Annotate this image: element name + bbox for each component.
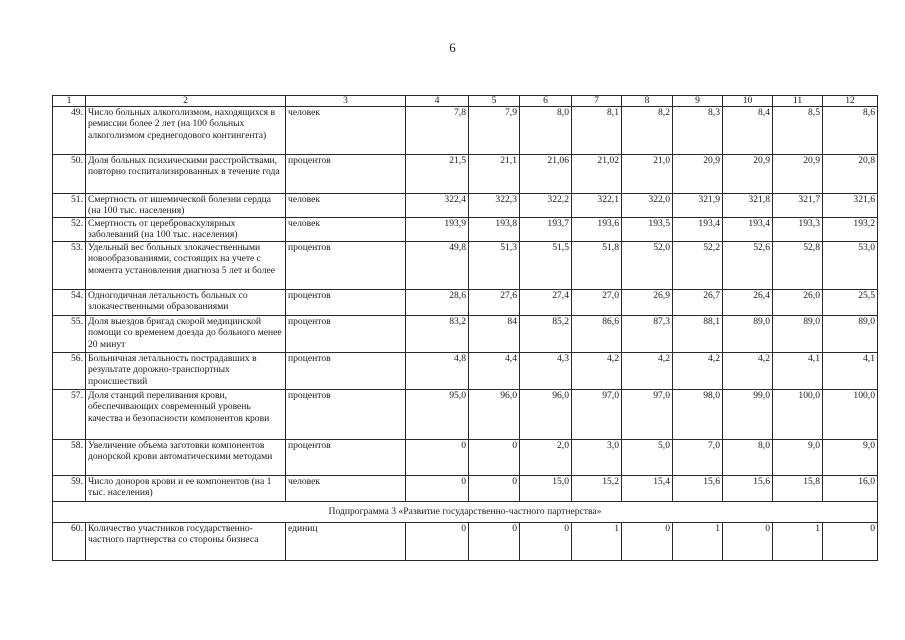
value-cell: 52,8 [773,241,823,289]
unit-cell: единиц [286,522,406,560]
value-cell: 8,1 [572,107,622,155]
value-cell: 1 [673,522,723,560]
value-cell: 52,6 [723,241,773,289]
table-row [53,522,878,560]
value-cell: 20,9 [673,155,723,194]
value-cell: 27,0 [572,289,622,315]
column-number: 2 [86,96,286,107]
value-cell: 4,2 [723,352,773,389]
value-cell: 89,0 [723,315,773,352]
value-cell: 100,0 [823,389,878,439]
value-cell: 9,0 [823,439,878,475]
value-cell: 0 [406,522,469,560]
column-number: 10 [723,96,773,107]
value-cell: 97,0 [622,389,673,439]
table-row [53,289,878,315]
table-row [53,107,878,155]
value-cell: 21,5 [406,155,469,194]
value-cell: 4,8 [406,352,469,389]
value-cell: 21,1 [469,155,520,194]
column-number: 3 [286,96,406,107]
indicator-name: Увеличение объема заготовки компонентов донорской крови автоматическими методами [86,439,286,475]
value-cell: 21,0 [622,155,673,194]
value-cell: 25,5 [823,289,878,315]
indicator-name: Смертность от ишемической болезни сердца (на 100 тыс. населения) [86,194,286,218]
column-number: 8 [622,96,673,107]
value-cell: 15,4 [622,475,673,501]
value-cell: 2,0 [520,439,572,475]
table-row [53,389,878,439]
row-number: 50. [53,155,86,194]
unit-cell: процентов [286,315,406,352]
value-cell: 322,3 [469,194,520,218]
column-number: 5 [469,96,520,107]
row-number: 53. [53,241,86,289]
table-row [53,155,878,194]
value-cell: 87,3 [622,315,673,352]
value-cell: 3,0 [572,439,622,475]
value-cell: 15,2 [572,475,622,501]
value-cell: 322,4 [406,194,469,218]
column-number: 12 [823,96,878,107]
value-cell: 16,0 [823,475,878,501]
value-cell: 8,0 [723,439,773,475]
value-cell: 193,3 [773,217,823,241]
table-row [53,352,878,389]
value-cell: 0 [823,522,878,560]
indicator-name: Доля выездов бригад скорой медицинской помощи со временем доезда до больного менее 20 минут [86,315,286,352]
value-cell: 321,8 [723,194,773,218]
value-cell: 4,3 [520,352,572,389]
indicator-name: Смертность от цереброваскулярных заболеваний (на 100 тыс. населения) [86,217,286,241]
value-cell: 7,8 [406,107,469,155]
value-cell: 51,8 [572,241,622,289]
column-number: 1 [53,96,86,107]
value-cell: 4,1 [823,352,878,389]
value-cell: 193,8 [469,217,520,241]
value-cell: 193,2 [823,217,878,241]
column-number: 4 [406,96,469,107]
column-number: 11 [773,96,823,107]
unit-cell: человек [286,475,406,501]
value-cell: 89,0 [773,315,823,352]
value-cell: 27,4 [520,289,572,315]
value-cell: 99,0 [723,389,773,439]
table-row [53,217,878,241]
value-cell: 20,9 [723,155,773,194]
row-number: 56. [53,352,86,389]
value-cell: 7,0 [673,439,723,475]
indicator-name: Доля больных психическими расстройствами, повторно госпитализированных в течение года [86,155,286,194]
indicator-name: Число доноров крови и ее компонентов (на 1 тыс. населения) [86,475,286,501]
value-cell: 8,5 [773,107,823,155]
value-cell: 0 [469,522,520,560]
value-cell: 96,0 [520,389,572,439]
indicator-table [52,95,878,561]
value-cell: 51,5 [520,241,572,289]
value-cell: 0 [723,522,773,560]
value-cell: 98,0 [673,389,723,439]
row-number: 59. [53,475,86,501]
column-number: 9 [673,96,723,107]
value-cell: 0 [520,522,572,560]
section-title: Подпрограмма 3 «Развитие государственно-частного партнерства» [53,501,878,522]
unit-cell: процентов [286,389,406,439]
row-number: 57. [53,389,86,439]
value-cell: 96,0 [469,389,520,439]
value-cell: 97,0 [572,389,622,439]
value-cell: 193,9 [406,217,469,241]
row-number: 55. [53,315,86,352]
value-cell: 322,1 [572,194,622,218]
value-cell: 83,2 [406,315,469,352]
unit-cell: процентов [286,289,406,315]
value-cell: 193,4 [723,217,773,241]
value-cell: 7,9 [469,107,520,155]
value-cell: 8,3 [673,107,723,155]
value-cell: 52,0 [622,241,673,289]
value-cell: 5,0 [622,439,673,475]
row-number: 54. [53,289,86,315]
value-cell: 21,06 [520,155,572,194]
value-cell: 193,5 [622,217,673,241]
value-cell: 26,7 [673,289,723,315]
value-cell: 53,0 [823,241,878,289]
value-cell: 321,6 [823,194,878,218]
table-row [53,194,878,218]
indicator-name: Доля станций переливания крови, обеспечивающих современный уровень качества и безопасности компонентов крови [86,389,286,439]
value-cell: 49,8 [406,241,469,289]
page-number: 6 [449,40,456,55]
indicator-name: Количество участников государственно-частного партнерства со стороны бизнеса [86,522,286,560]
value-cell: 21,02 [572,155,622,194]
value-cell: 89,0 [823,315,878,352]
unit-cell: человек [286,107,406,155]
unit-cell: человек [286,217,406,241]
indicator-name: Число больных алкоголизмом, находящихся в ремиссии более 2 лет (на 100 больных алкоголизмом среднегодового контингента) [86,107,286,155]
value-cell: 15,8 [773,475,823,501]
value-cell: 0 [469,475,520,501]
value-cell: 15,0 [520,475,572,501]
indicator-name: Больничная летальность пострадавших в результате дорожно-транспортных происшествий [86,352,286,389]
unit-cell: процентов [286,352,406,389]
value-cell: 322,0 [622,194,673,218]
value-cell: 4,2 [572,352,622,389]
unit-cell: процентов [286,155,406,194]
table-row [53,439,878,475]
value-cell: 4,1 [773,352,823,389]
value-cell: 88,1 [673,315,723,352]
value-cell: 0 [622,522,673,560]
table-row [53,315,878,352]
value-cell: 1 [773,522,823,560]
section-row [53,501,878,522]
value-cell: 0 [406,439,469,475]
value-cell: 193,6 [572,217,622,241]
value-cell: 193,4 [673,217,723,241]
value-cell: 20,9 [773,155,823,194]
row-number: 58. [53,439,86,475]
row-number: 51. [53,194,86,218]
row-number: 60. [53,522,86,560]
unit-cell: процентов [286,439,406,475]
column-number: 7 [572,96,622,107]
indicator-name: Одногодичная летальность больных со злокачественными образованиями [86,289,286,315]
table-row [53,475,878,501]
value-cell: 52,2 [673,241,723,289]
value-cell: 26,0 [773,289,823,315]
value-cell: 0 [406,475,469,501]
value-cell: 26,9 [622,289,673,315]
value-cell: 26,4 [723,289,773,315]
value-cell: 8,4 [723,107,773,155]
value-cell: 193,7 [520,217,572,241]
indicator-name: Удельный вес больных злокачественными новообразованиями, состоящих на учете с момента установления диагноза 5 лет и более [86,241,286,289]
column-number: 6 [520,96,572,107]
value-cell: 15,6 [723,475,773,501]
value-cell: 15,6 [673,475,723,501]
value-cell: 85,2 [520,315,572,352]
table-row [53,241,878,289]
value-cell: 95,0 [406,389,469,439]
unit-cell: процентов [286,241,406,289]
column-number-row [53,96,878,107]
value-cell: 8,0 [520,107,572,155]
row-number: 49. [53,107,86,155]
value-cell: 4,2 [673,352,723,389]
value-cell: 84 [469,315,520,352]
value-cell: 321,9 [673,194,723,218]
value-cell: 0 [469,439,520,475]
unit-cell: человек [286,194,406,218]
value-cell: 9,0 [773,439,823,475]
value-cell: 322,2 [520,194,572,218]
value-cell: 27,6 [469,289,520,315]
value-cell: 28,6 [406,289,469,315]
row-number: 52. [53,217,86,241]
value-cell: 20,8 [823,155,878,194]
value-cell: 8,6 [823,107,878,155]
value-cell: 86,6 [572,315,622,352]
value-cell: 4,2 [622,352,673,389]
value-cell: 321,7 [773,194,823,218]
value-cell: 1 [572,522,622,560]
value-cell: 8,2 [622,107,673,155]
value-cell: 4,4 [469,352,520,389]
value-cell: 51,3 [469,241,520,289]
value-cell: 100,0 [773,389,823,439]
